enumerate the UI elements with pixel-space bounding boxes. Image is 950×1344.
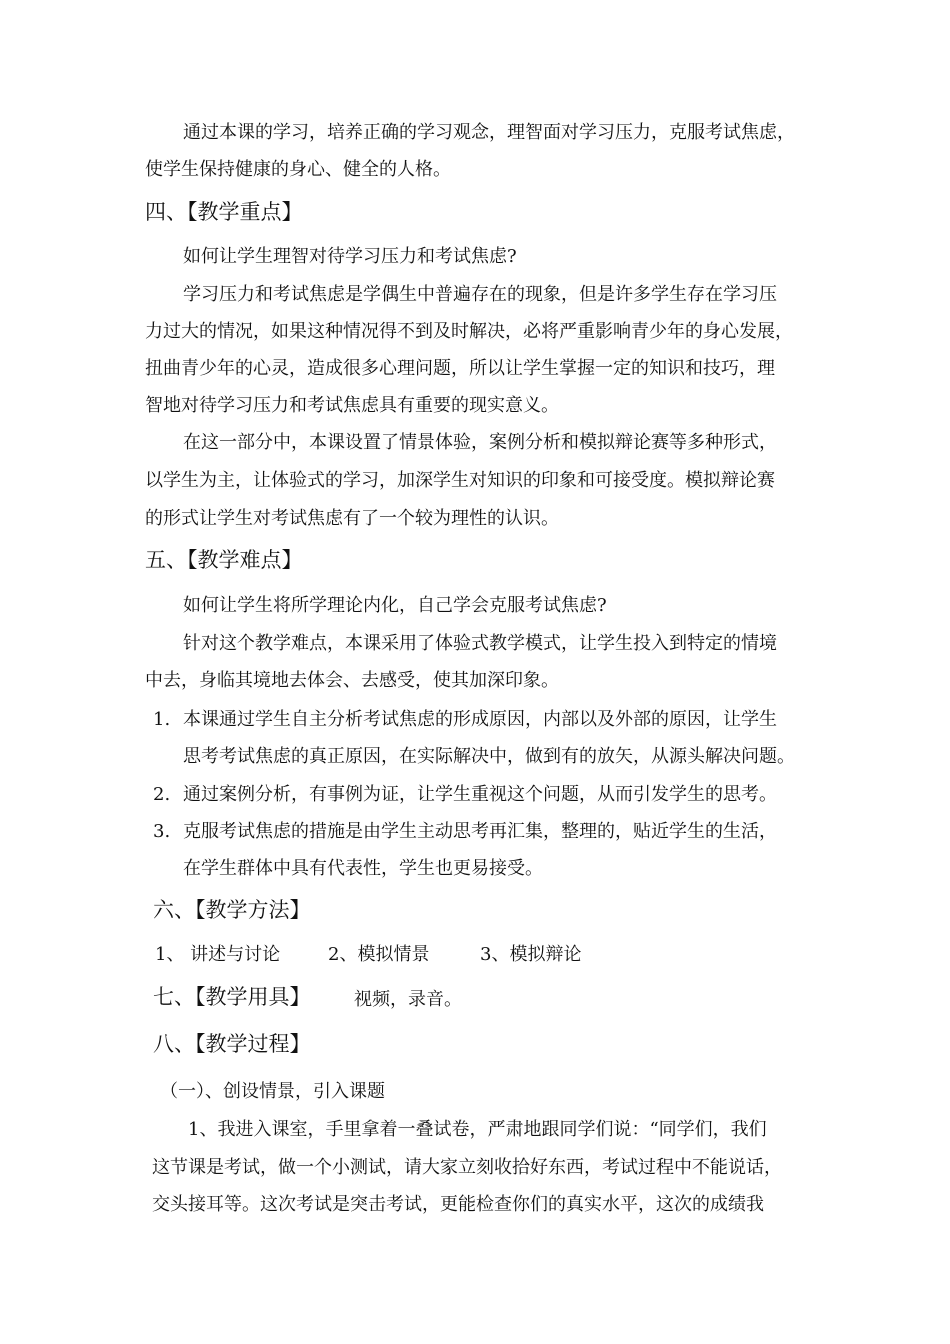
section5-intro-line-1: 针对这个教学难点，本课采用了体验式教学模式，让学生投入到特定的情境 <box>183 633 777 654</box>
section8-heading: 八、【教学过程】 <box>153 1032 311 1056</box>
method-1: 1、 讲述与讨论 <box>155 944 281 965</box>
section7-heading: 七、【教学用具】 <box>153 985 311 1009</box>
list-item-3-line-2: 在学生群体中具有代表性，学生也更易接受。 <box>183 858 543 879</box>
list-item-2-number: 2. <box>153 784 171 805</box>
section4-question: 如何让学生理智对待学习压力和考试焦虑? <box>183 246 517 267</box>
section4-para2-line-3: 的形式让学生对考试焦虑有了一个较为理性的认识。 <box>145 508 559 529</box>
section3-line-2: 使学生保持健康的身心、健全的人格。 <box>145 159 451 180</box>
list-item-3-number: 3. <box>153 821 171 842</box>
section7-tools: 视频，录音。 <box>354 989 462 1010</box>
list-item-1-line-1: 本课通过学生自主分析考试焦虑的形成原因，内部以及外部的原因，让学生 <box>183 709 777 730</box>
section8-para-line-3: 交头接耳等。这次考试是突击考试，更能检查你们的真实水平，这次的成绩我 <box>152 1194 764 1215</box>
section4-para1-line-3: 扭曲青少年的心灵，造成很多心理问题，所以让学生掌握一定的知识和技巧，理 <box>145 358 775 379</box>
list-item-2-line-1: 通过案例分析，有事例为证，让学生重视这个问题，从而引发学生的思考。 <box>183 784 777 805</box>
list-item-1-line-2: 思考考试焦虑的真正原因，在实际解决中，做到有的放矢，从源头解决问题。 <box>183 746 795 767</box>
method-3: 3、模拟辩论 <box>480 944 582 965</box>
section4-para2-line-1: 在这一部分中，本课设置了情景体验，案例分析和模拟辩论赛等多种形式， <box>183 432 777 453</box>
section6-heading: 六、【教学方法】 <box>153 898 311 922</box>
section4-heading: 四、【教学重点】 <box>145 200 303 224</box>
list-item-3-line-1: 克服考试焦虑的措施是由学生主动思考再汇集，整理的，贴近学生的生活， <box>183 821 777 842</box>
section4-para1-line-1: 学习压力和考试焦虑是学偶生中普遍存在的现象，但是许多学生存在学习压 <box>183 284 777 305</box>
section4-para1-line-4: 智地对待学习压力和考试焦虑具有重要的现实意义。 <box>145 395 559 416</box>
section8-para-line-1: 1、我进入课室，手里拿着一叠试卷，严肃地跟同学们说：“同学们，我们 <box>188 1119 767 1140</box>
section5-question: 如何让学生将所学理论内化，自己学会克服考试焦虑? <box>183 595 607 616</box>
section4-para1-line-2: 力过大的情况，如果这种情况得不到及时解决，必将严重影响青少年的身心发展， <box>145 321 793 342</box>
section4-para2-line-2: 以学生为主，让体验式的学习，加深学生对知识的印象和可接受度。模拟辩论赛 <box>145 470 775 491</box>
section5-heading: 五、【教学难点】 <box>145 548 303 572</box>
method-2: 2、模拟情景 <box>328 944 430 965</box>
section8-para-line-2: 这节课是考试，做一个小测试，请大家立刻收拾好东西，考试过程中不能说话， <box>152 1157 782 1178</box>
section3-line-1: 通过本课的学习，培养正确的学习观念，理智面对学习压力，克服考试焦虑， <box>183 122 795 143</box>
list-item-1-number: 1. <box>153 709 171 730</box>
section5-intro-line-2: 中去，身临其境地去体会、去感受，使其加深印象。 <box>145 670 559 691</box>
section8-subheading: （一）、创设情景，引入课题 <box>160 1081 385 1102</box>
